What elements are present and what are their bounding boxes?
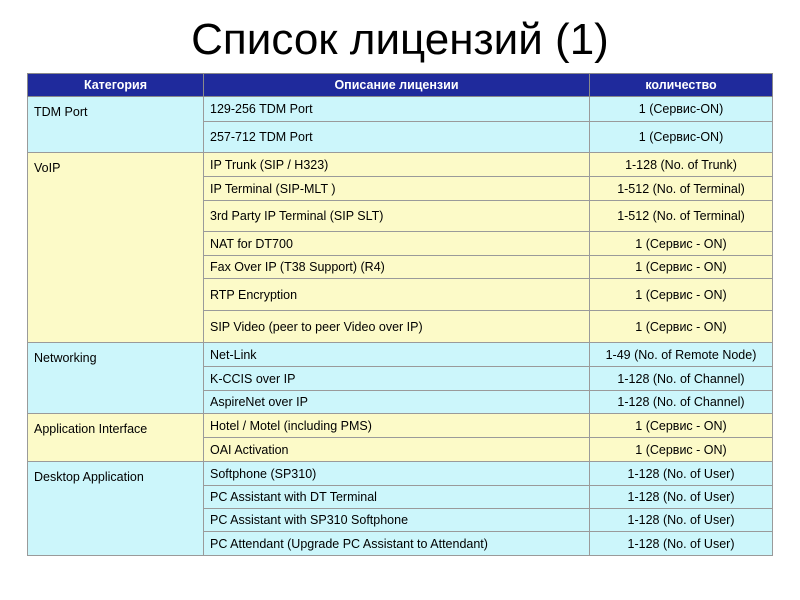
quantity-cell: 1 (Сервис-ON) (590, 97, 773, 122)
category-cell: Networking (28, 343, 204, 414)
quantity-cell: 1-128 (No. of Channel) (590, 391, 773, 414)
quantity-cell: 1 (Сервис - ON) (590, 256, 773, 279)
header-category: Категория (28, 74, 204, 97)
description-cell: PC Assistant with SP310 Softphone (204, 509, 590, 532)
quantity-cell: 1-128 (No. of Trunk) (590, 153, 773, 177)
description-cell: Hotel / Motel (including PMS) (204, 414, 590, 438)
quantity-cell: 1 (Сервис - ON) (590, 414, 773, 438)
quantity-cell: 1 (Сервис - ON) (590, 311, 773, 343)
description-cell: 3rd Party IP Terminal (SIP SLT) (204, 201, 590, 232)
description-cell: RTP Encryption (204, 279, 590, 311)
page-title: Список лицензий (1) (191, 15, 609, 64)
description-cell: Net-Link (204, 343, 590, 367)
quantity-cell: 1-128 (No. of User) (590, 486, 773, 509)
category-cell: Application Interface (28, 414, 204, 462)
quantity-cell: 1 (Сервис - ON) (590, 438, 773, 462)
description-cell: AspireNet over IP (204, 391, 590, 414)
table-row (28, 414, 773, 438)
description-cell: 129-256 TDM Port (204, 97, 590, 122)
quantity-cell: 1-128 (No. of User) (590, 462, 773, 486)
description-cell: IP Terminal (SIP-MLT ) (204, 177, 590, 201)
table-row (28, 97, 773, 122)
license-table (27, 73, 773, 556)
description-cell: NAT for DT700 (204, 232, 590, 256)
description-cell: Fax Over IP (T38 Support) (R4) (204, 256, 590, 279)
quantity-cell: 1-512 (No. of Terminal) (590, 201, 773, 232)
table-header-row (28, 74, 773, 97)
quantity-cell: 1 (Сервис - ON) (590, 232, 773, 256)
category-cell: TDM Port (28, 97, 204, 153)
table-row (28, 343, 773, 367)
description-cell: K-CCIS over IP (204, 367, 590, 391)
description-cell: SIP Video (peer to peer Video over IP) (204, 311, 590, 343)
description-cell: OAI Activation (204, 438, 590, 462)
category-cell: Desktop Application (28, 462, 204, 556)
category-cell: VoIP (28, 153, 204, 343)
quantity-cell: 1-512 (No. of Terminal) (590, 177, 773, 201)
quantity-cell: 1-128 (No. of User) (590, 532, 773, 556)
header-description: Описание лицензии (204, 74, 590, 97)
description-cell: PC Attendant (Upgrade PC Assistant to Attendant) (204, 532, 590, 556)
quantity-cell: 1-49 (No. of Remote Node) (590, 343, 773, 367)
header-quantity: количество (590, 74, 773, 97)
quantity-cell: 1-128 (No. of Channel) (590, 367, 773, 391)
description-cell: Softphone (SP310) (204, 462, 590, 486)
quantity-cell: 1-128 (No. of User) (590, 509, 773, 532)
description-cell: 257-712 TDM Port (204, 122, 590, 153)
description-cell: IP Trunk (SIP / H323) (204, 153, 590, 177)
table-row (28, 462, 773, 486)
quantity-cell: 1 (Сервис-ON) (590, 122, 773, 153)
table-row (28, 153, 773, 177)
description-cell: PC Assistant with DT Terminal (204, 486, 590, 509)
quantity-cell: 1 (Сервис - ON) (590, 279, 773, 311)
